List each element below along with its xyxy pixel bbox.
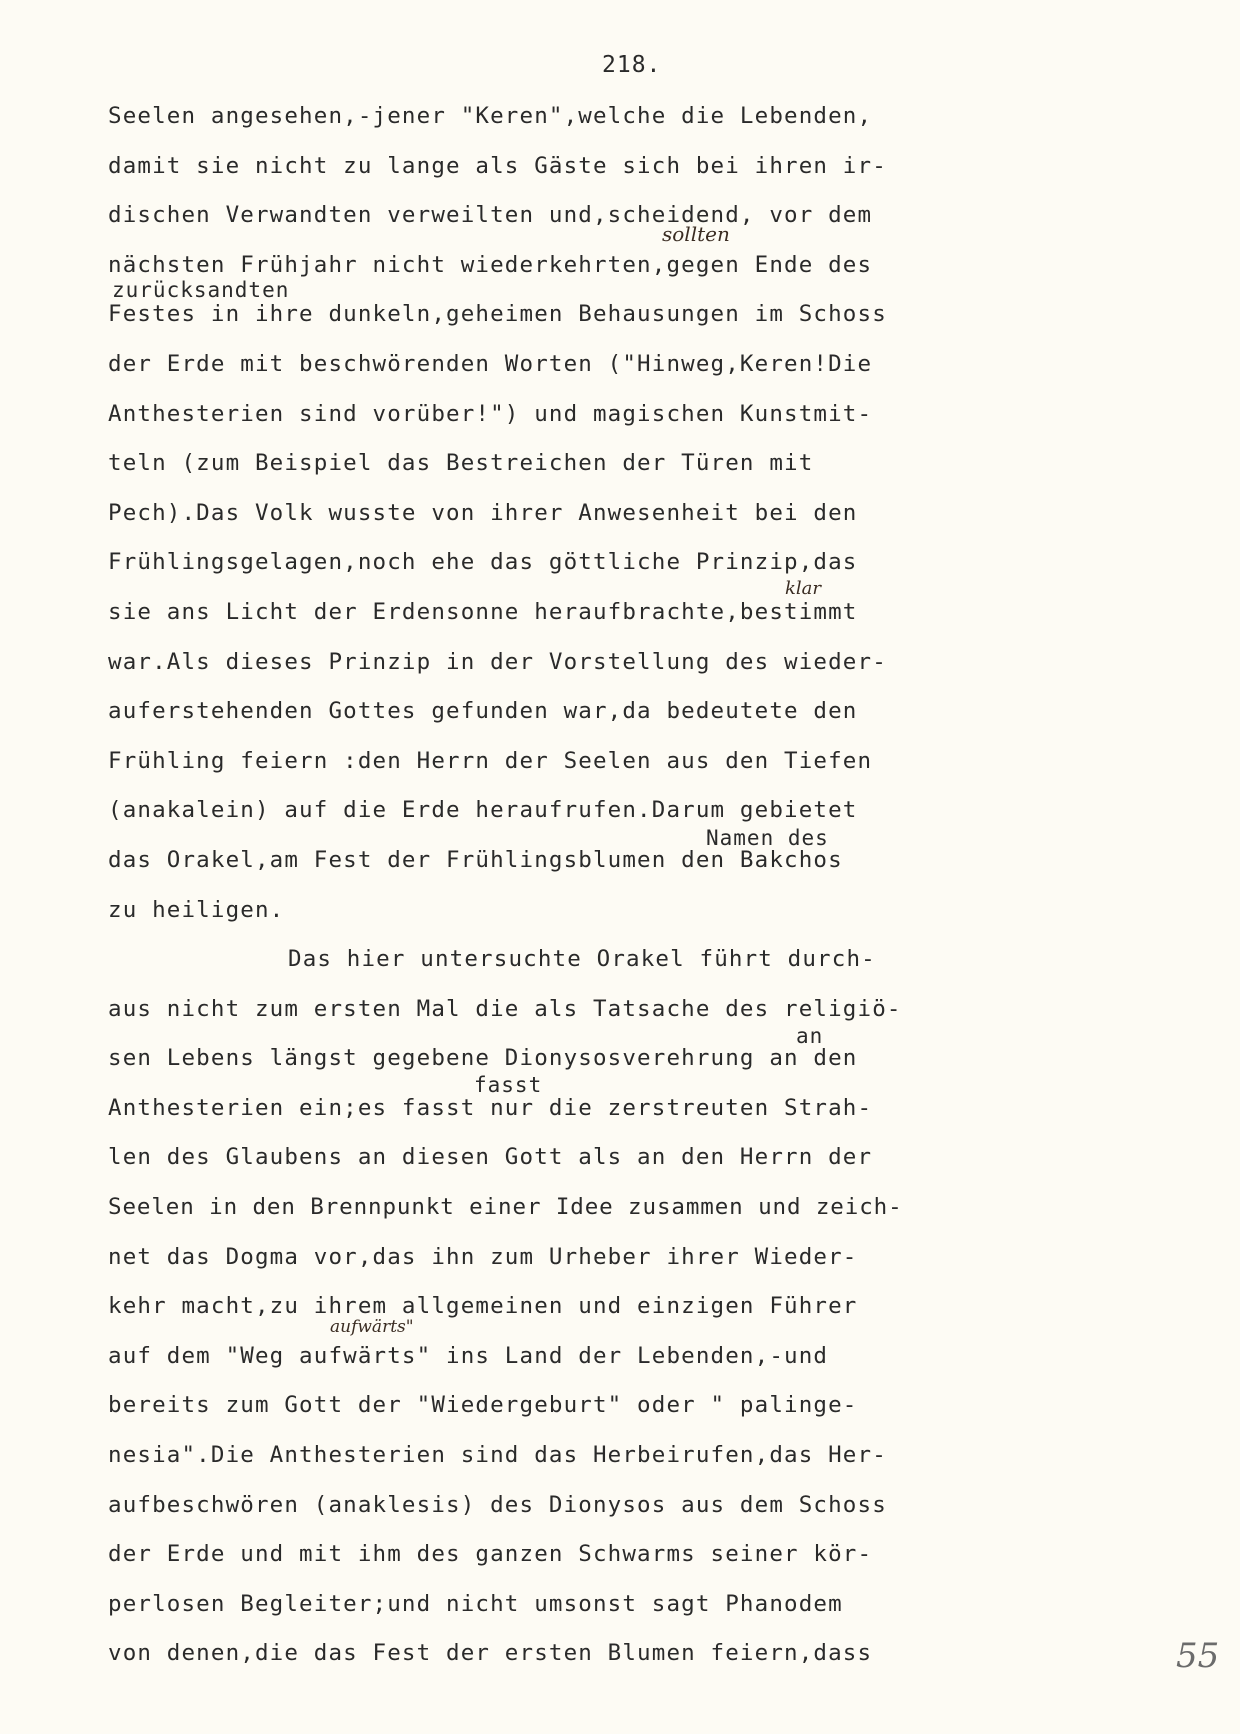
text-line: Frühlingsgelagen,noch ehe das göttliche Prinzip,das [108, 549, 858, 576]
text-line: Pech).Das Volk wusste von ihrer Anwesenheit bei den [108, 499, 858, 526]
text-line: damit sie nicht zu lange als Gäste sich bei ihren ir- [108, 152, 887, 179]
folio-mark: 55 [1176, 1636, 1220, 1676]
text-line: dischen Verwandten verweilten und,scheidend, vor dem [108, 202, 873, 229]
text-line: das Orakel,am Fest der Frühlingsblumen den Bakchos [108, 846, 843, 873]
annotation-namen-des: Namen des [706, 826, 829, 850]
text-line: der Erde mit beschwörenden Worten ("Hinweg,Keren!Die [108, 350, 873, 377]
annotation-an: an [796, 1024, 824, 1048]
text-line: (anakalein) auf die Erde heraufrufen.Darum gebietet [108, 797, 858, 824]
text-line: perlosen Begleiter;und nicht umsonst sagt Phanodem [108, 1590, 843, 1617]
annotation-aufwarts: aufwärts" [330, 1317, 414, 1337]
text-line: auf dem "Weg aufwärts" ins Land der Lebenden,-und [108, 1342, 829, 1369]
annotation-sollten: sollten [662, 222, 730, 246]
text-line: auferstehenden Gottes gefunden war,da bedeutete den [108, 698, 858, 725]
text-line: Seelen in den Brennpunkt einer Idee zusammen und zeich- [108, 1194, 903, 1221]
text-line: Frühling feiern :den Herrn der Seelen aus den Tiefen [108, 747, 873, 774]
typewritten-body [108, 92, 938, 1679]
text-line: nächsten Frühjahr nicht wiederkehrten,gegen Ende des [108, 251, 873, 278]
text-line: teln (zum Beispiel das Bestreichen der Türen mit [108, 450, 814, 477]
text-line: war.Als dieses Prinzip in der Vorstellung des wieder- [108, 648, 887, 675]
text-line: Festes in ihre dunkeln,geheimen Behausungen im Schoss [108, 301, 887, 328]
text-line: aufbeschwören (anaklesis) des Dionysos aus dem Schoss [108, 1491, 887, 1518]
text-line: Anthesterien ein;es fasst nur die zerstreuten Strah- [108, 1094, 873, 1121]
annotation-fasst: fasst [474, 1073, 543, 1097]
text-line: Seelen angesehen,-jener "Keren",welche die Lebenden, [108, 103, 873, 129]
page-number: 218. [602, 52, 662, 78]
text-line: len des Glaubens an diesen Gott als an den Herrn der [108, 1144, 873, 1171]
text-line: net das Dogma vor,das ihn zum Urheber ihrer Wieder- [108, 1243, 858, 1270]
text-line: kehr macht,zu ihrem allgemeinen und einzigen Führer [108, 1293, 858, 1320]
annotation-klar: klar [785, 578, 821, 599]
text-line: sie ans Licht der Erdensonne heraufbrachte,bestimmt [108, 598, 858, 625]
text-line: nesia".Die Anthesterien sind das Herbeirufen,das Her- [108, 1442, 887, 1469]
text-line: zu heiligen. [108, 896, 285, 923]
text-line: Das hier untersuchte Orakel führt durch- [288, 946, 876, 973]
text-line: Anthesterien sind vorüber!") und magischen Kunstmit- [108, 400, 873, 427]
text-line: aus nicht zum ersten Mal die als Tatsache des religiö- [108, 995, 902, 1022]
text-line: der Erde und mit ihm des ganzen Schwarms seiner kör- [108, 1541, 873, 1568]
text-line: sen Lebens längst gegebene Dionysosverehrung an den [108, 1045, 858, 1072]
text-line: von denen,die das Fest der ersten Blumen feiern,dass [108, 1640, 873, 1667]
text-line: bereits zum Gott der "Wiedergeburt" oder " palinge- [108, 1392, 858, 1419]
annotation-zurucksandten: zurücksandten [112, 278, 290, 302]
